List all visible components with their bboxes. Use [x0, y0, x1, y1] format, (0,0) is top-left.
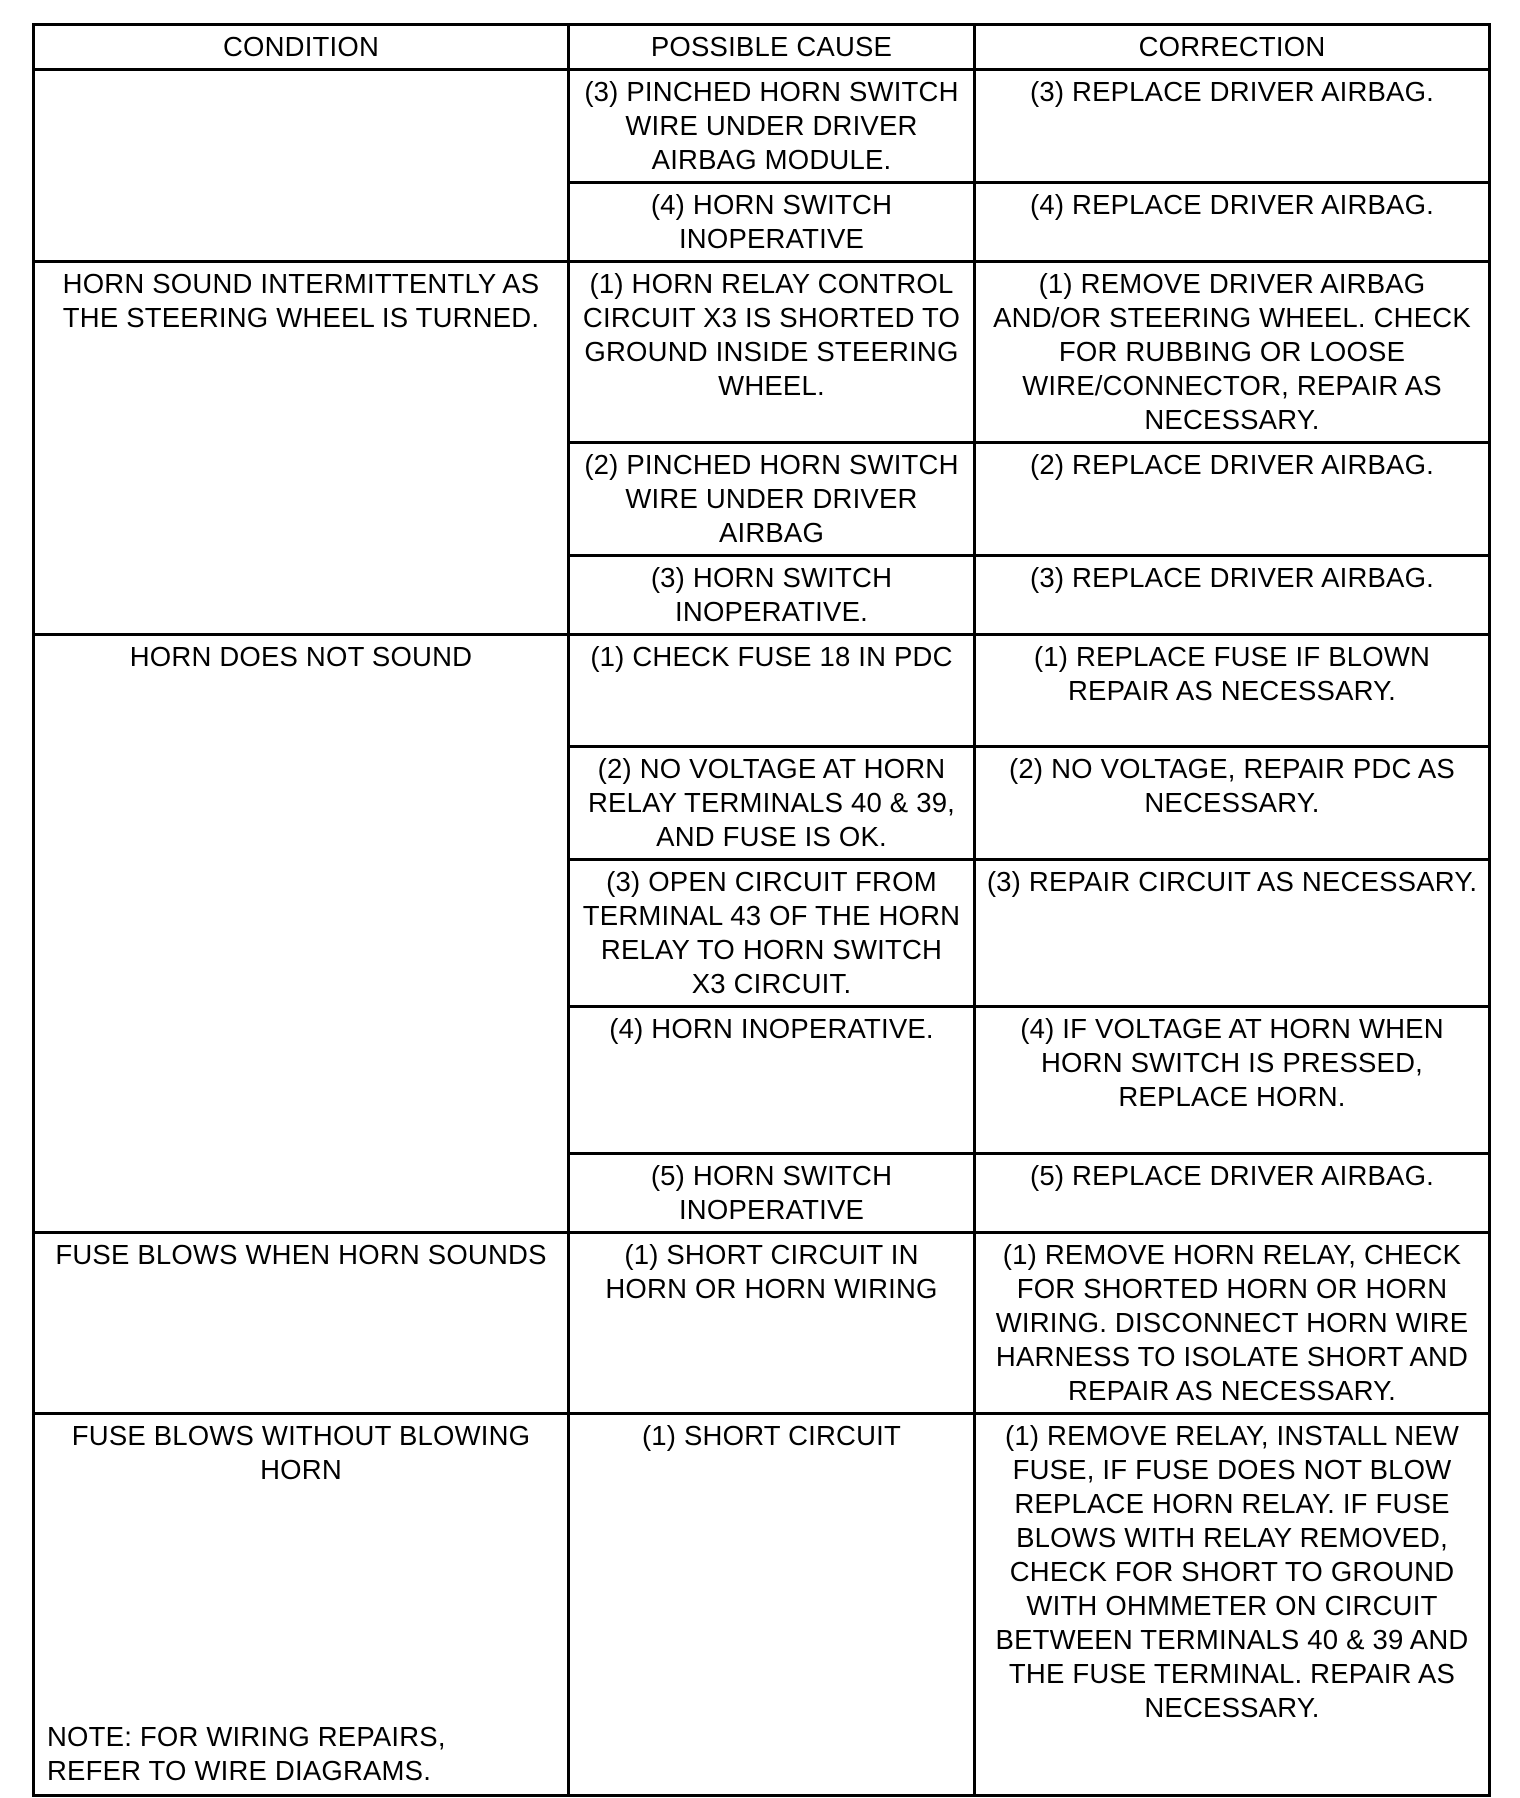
- cause-cell: (3) HORN SWITCH INOPERATIVE.: [569, 556, 975, 635]
- table-row: [34, 262, 1490, 443]
- wiring-note: [47, 1720, 446, 1788]
- cause-cell: (2) PINCHED HORN SWITCH WIRE UNDER DRIVER AIRBAG: [569, 443, 975, 556]
- correction-cell: (2) REPLACE DRIVER AIRBAG.: [975, 443, 1490, 556]
- correction-cell: (1) REPLACE FUSE IF BLOWN REPAIR AS NECESSARY.: [975, 635, 1490, 747]
- cause-cell: (1) CHECK FUSE 18 IN PDC: [569, 635, 975, 747]
- cause-cell: (4) HORN SWITCH INOPERATIVE: [569, 183, 975, 262]
- note-line: REFER TO WIRE DIAGRAMS.: [47, 1755, 432, 1786]
- diagnosis-table: [32, 23, 1491, 1797]
- correction-cell: (1) REMOVE DRIVER AIRBAG AND/OR STEERING WHEEL. CHECK FOR RUBBING OR LOOSE WIRE/CONNECTOR, REPAIR AS NECESSARY.: [975, 262, 1490, 443]
- correction-cell: (3) REPAIR CIRCUIT AS NECESSARY.: [975, 860, 1490, 1007]
- condition-cell: [34, 70, 569, 262]
- cause-cell: (1) SHORT CIRCUIT: [569, 1414, 975, 1796]
- correction-cell: (3) REPLACE DRIVER AIRBAG.: [975, 70, 1490, 183]
- condition-header: CONDITION: [34, 25, 569, 70]
- cause-cell: (1) SHORT CIRCUIT IN HORN OR HORN WIRING: [569, 1233, 975, 1414]
- condition-text: FUSE BLOWS WITHOUT BLOWING HORN: [71, 1420, 531, 1485]
- correction-cell: (5) REPLACE DRIVER AIRBAG.: [975, 1154, 1490, 1233]
- note-line: NOTE: FOR WIRING REPAIRS,: [47, 1721, 446, 1752]
- header-row: [34, 25, 1490, 70]
- correction-cell: (3) REPLACE DRIVER AIRBAG.: [975, 556, 1490, 635]
- correction-cell: (1) REMOVE RELAY, INSTALL NEW FUSE, IF FUSE DOES NOT BLOW REPLACE HORN RELAY. IF FUSE BLOWS WITH RELAY REMOVED, CHECK FOR SHORT TO GROUND WITH OHMMETER ON CIRCUIT BETWEEN TERMINALS 40 & 39 AND THE FUSE TERMINAL. REPAIR AS NECESSARY.: [975, 1414, 1490, 1796]
- condition-cell: HORN DOES NOT SOUND: [34, 635, 569, 1233]
- table-row: [34, 1414, 1490, 1796]
- correction-cell: (4) REPLACE DRIVER AIRBAG.: [975, 183, 1490, 262]
- table-row: [34, 1233, 1490, 1414]
- cause-cell: (3) OPEN CIRCUIT FROM TERMINAL 43 OF THE HORN RELAY TO HORN SWITCH X3 CIRCUIT.: [569, 860, 975, 1007]
- cause-cell: (3) PINCHED HORN SWITCH WIRE UNDER DRIVER AIRBAG MODULE.: [569, 70, 975, 183]
- table-row: [34, 70, 1490, 183]
- correction-cell: (1) REMOVE HORN RELAY, CHECK FOR SHORTED HORN OR HORN WIRING. DISCONNECT HORN WIRE HARNESS TO ISOLATE SHORT AND REPAIR AS NECESSARY.: [975, 1233, 1490, 1414]
- condition-cell: HORN SOUND INTERMITTENTLY AS THE STEERING WHEEL IS TURNED.: [34, 262, 569, 635]
- correction-header: CORRECTION: [975, 25, 1490, 70]
- correction-cell: (4) IF VOLTAGE AT HORN WHEN HORN SWITCH IS PRESSED, REPLACE HORN.: [975, 1007, 1490, 1154]
- table-row: [34, 635, 1490, 747]
- condition-cell: FUSE BLOWS WHEN HORN SOUNDS: [34, 1233, 569, 1414]
- cause-cell: (5) HORN SWITCH INOPERATIVE: [569, 1154, 975, 1233]
- cause-header: POSSIBLE CAUSE: [569, 25, 975, 70]
- cause-cell: (1) HORN RELAY CONTROL CIRCUIT X3 IS SHORTED TO GROUND INSIDE STEERING WHEEL.: [569, 262, 975, 443]
- correction-cell: (2) NO VOLTAGE, REPAIR PDC AS NECESSARY.: [975, 747, 1490, 860]
- condition-cell: [34, 1414, 569, 1796]
- cause-cell: (4) HORN INOPERATIVE.: [569, 1007, 975, 1154]
- cause-cell: (2) NO VOLTAGE AT HORN RELAY TERMINALS 40 & 39, AND FUSE IS OK.: [569, 747, 975, 860]
